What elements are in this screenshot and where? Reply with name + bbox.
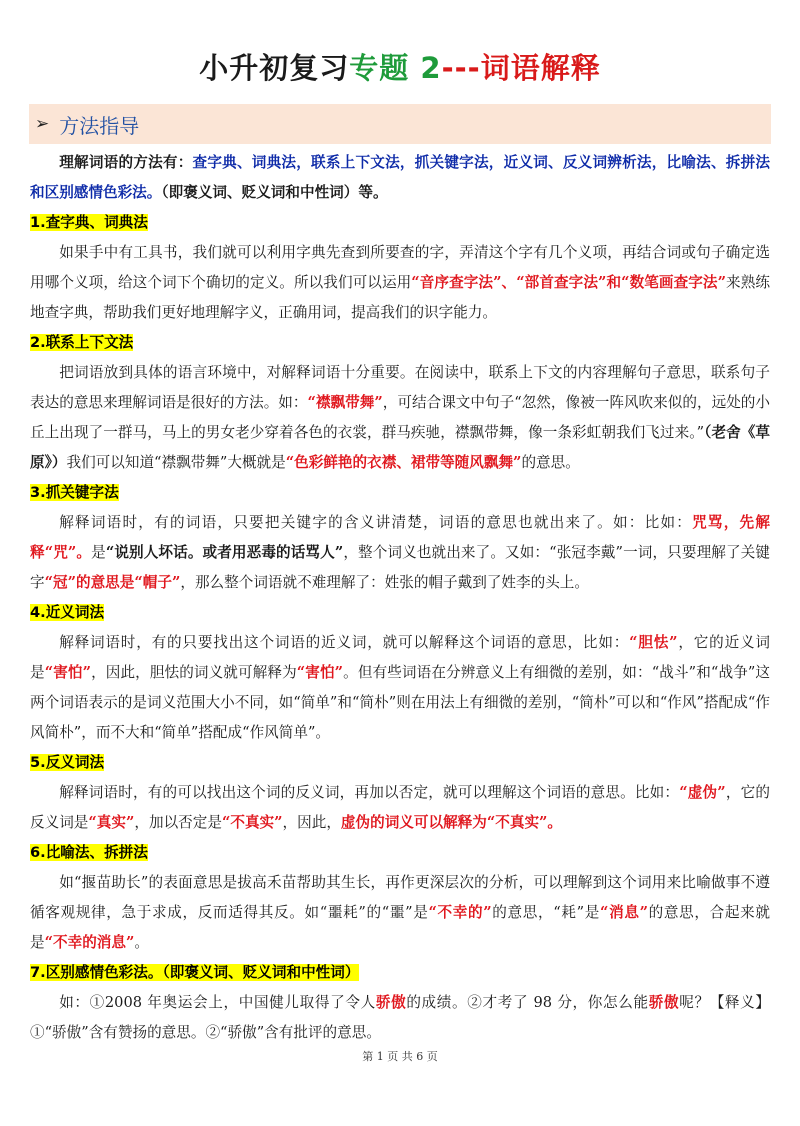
- s3-text-2: 是: [91, 544, 106, 561]
- section-3-paragraph: [30, 508, 770, 598]
- s2-source: （老舍《草原》）: [30, 424, 770, 471]
- s1-text-2: 来熟练地查字典，帮助我们更好地理解字义，正确用词，提高我们的识字能力。: [30, 274, 770, 321]
- document-body: [30, 148, 770, 1048]
- intro-methods: 查字典、词典法，联系上下文法，抓关键字法，近义词、反义词辨析法，比喻法、拆拼法和区别感情色彩法。: [30, 154, 770, 201]
- s2-text-4: 的意思。: [521, 454, 580, 471]
- s4-highlight-1: “胆怯”: [629, 634, 678, 651]
- s1-highlight: “音序查字法”、“部首查字法”和“数笔画查字法”: [411, 274, 726, 291]
- s5-text-4: ，因此，: [282, 814, 341, 831]
- s6-text-2: 的意思，“耗”是: [491, 904, 601, 921]
- arrow-bullet-icon: ➢: [35, 114, 50, 134]
- section-banner: [29, 104, 771, 144]
- s7-text-2: 的成绩。②才考了 98 分，你怎么能: [406, 994, 649, 1011]
- s4-highlight-2: “害怕”: [44, 664, 91, 681]
- section-heading-7: [30, 958, 770, 988]
- section-5-paragraph: [30, 778, 770, 838]
- section-6-paragraph: [30, 868, 770, 958]
- title-part-3: 2: [409, 51, 442, 85]
- s2-text-3: 我们可以知道“襟飘带舞”大概就是: [66, 454, 286, 471]
- s3-text-1: 解释词语时，有的词语，只要把关键字的含义讲清楚，词语的意思也就出来了。如：比如：: [59, 514, 693, 531]
- s3-highlight-2: “冠”的意思是“帽子”: [44, 574, 181, 591]
- section-heading-2: [30, 328, 770, 358]
- s5-highlight-4: 虚伪的词义可以解释为“不真实”。: [340, 814, 563, 831]
- section-2-paragraph: [30, 358, 770, 478]
- section-heading-3-label: 3.抓关键字法: [30, 484, 119, 501]
- title-part-4: ---词语解释: [441, 51, 601, 85]
- s4-highlight-3: “害怕”: [296, 664, 344, 681]
- s6-text-4: 。: [134, 934, 149, 951]
- s5-text-3: ，加以否定是: [134, 814, 222, 831]
- section-heading-5: [30, 748, 770, 778]
- section-heading-6-label: 6.比喻法、拆拼法: [30, 844, 148, 861]
- s5-text-1: 解释词语时，有的可以找出这个词的反义词，再加以否定，就可以理解这个词语的意思。比如：: [59, 784, 680, 801]
- section-4-paragraph: [30, 628, 770, 748]
- title-part-1: 小升初复习: [199, 51, 350, 85]
- section-heading-7-label: 7.区别感情色彩法。（即褒义词、贬义词和中性词）: [30, 964, 360, 981]
- s7-text-3: 呢？【释义】①“骄傲”含有赞扬的意思。②“骄傲”含有批评的意思。: [30, 994, 770, 1041]
- section-7-paragraph: [30, 988, 770, 1048]
- section-heading-6: [30, 838, 770, 868]
- s7-highlight-2: 骄傲: [648, 994, 680, 1011]
- s7-text-1: 如：①2008 年奥运会上，中国健儿取得了令人: [59, 994, 376, 1011]
- section-heading-1: [30, 208, 770, 238]
- s4-text-1: 解释词语时，有的只要找出这个词语的近义词，就可以解释这个词语的意思，比如：: [59, 634, 630, 651]
- s4-text-3: ，因此，胆怯的词义就可解释为: [90, 664, 297, 681]
- section-heading-4: [30, 598, 770, 628]
- s3-definition: “说别人坏话。或者用恶毒的话骂人”: [105, 544, 344, 561]
- s2-highlight-2: “色彩鲜艳的衣襟、裙带等随风飘舞”: [285, 454, 522, 471]
- s5-highlight-2: “真实”: [88, 814, 135, 831]
- s5-highlight-3: “不真实”: [221, 814, 283, 831]
- s3-text-4: ，那么整个词语就不难理解了：姓张的帽子戴到了姓李的头上。: [180, 574, 589, 591]
- s6-text-3: 的意思，合起来就是: [30, 904, 770, 951]
- section-1-paragraph: [30, 238, 770, 328]
- section-heading-4-label: 4.近义词法: [30, 604, 105, 621]
- intro-lead: 理解词语的方法有：: [59, 154, 193, 171]
- section-heading-1-label: 1.查字典、词典法: [30, 214, 148, 231]
- banner-label: 方法指导: [59, 113, 140, 138]
- intro-paragraph: [30, 148, 770, 208]
- s2-highlight-1: “襟飘带舞”: [307, 394, 383, 411]
- document-title: [0, 46, 800, 87]
- s2-text-2: ，可结合课文中句子“忽然，像被一阵风吹来似的，远处的小丘上出现了一群马，马上的男女老少穿着各色的衣裳，群马疾驰，襟飘带舞，像一条彩虹朝我们飞过来。”: [30, 394, 770, 441]
- s4-text-2: ，它的近义词是: [30, 634, 770, 681]
- s2-text-1: 把词语放到具体的语言环境中，对解释词语十分重要。在阅读中，联系上下文的内容理解句子意思，联系句子表达的意思来理解词语是很好的方法。如：: [30, 364, 770, 411]
- s5-text-2: ，它的反义词是: [30, 784, 770, 831]
- s7-highlight-1: 骄傲: [375, 994, 407, 1011]
- s4-text-4: 。但有些词语在分辨意义上有细微的差别，如：“战斗”和“战争”这两个词语表示的是词义范围大小不同，如“简单”和“简朴”则在用法上有细微的差别，“简朴”可以和“作风”搭配成“作风简朴”，而不大和“简单”搭配成“作风简单”。: [30, 664, 770, 741]
- section-heading-5-label: 5.反义词法: [30, 754, 105, 771]
- section-heading-3: [30, 478, 770, 508]
- section-heading-2-label: 2.联系上下文法: [30, 334, 134, 351]
- title-part-2: 专题: [349, 51, 410, 85]
- s6-highlight-1: “不幸的”: [428, 904, 492, 921]
- s6-highlight-2: “消息”: [600, 904, 648, 921]
- page-footer: 第 1 页 共 6 页: [362, 1050, 438, 1063]
- s1-text-1: 如果手中有工具书，我们就可以利用字典先查到所要查的字，弄清这个字有几个义项，再结合词或句子确定选用哪个义项，给这个词下个确切的定义。所以我们可以运用: [30, 244, 770, 291]
- intro-note: （即褒义词、贬义词和中性词）等。: [161, 184, 388, 201]
- s3-highlight-1: 咒骂，先解释“咒”。: [30, 514, 770, 561]
- s5-highlight-1: “虚伪”: [679, 784, 726, 801]
- s6-text-1: 如“揠苗助长”的表面意思是拔高禾苗帮助其生长，再作更深层次的分析，可以理解到这个词用来比喻做事不遵循客观规律，急于求成，反而适得其反。如“噩耗”的“噩”是: [30, 874, 770, 921]
- s3-text-3: ，整个词义也就出来了。又如：“张冠李戴”一词，只要理解了关键字: [30, 544, 770, 591]
- s6-highlight-3: “不幸的消息”: [44, 934, 135, 951]
